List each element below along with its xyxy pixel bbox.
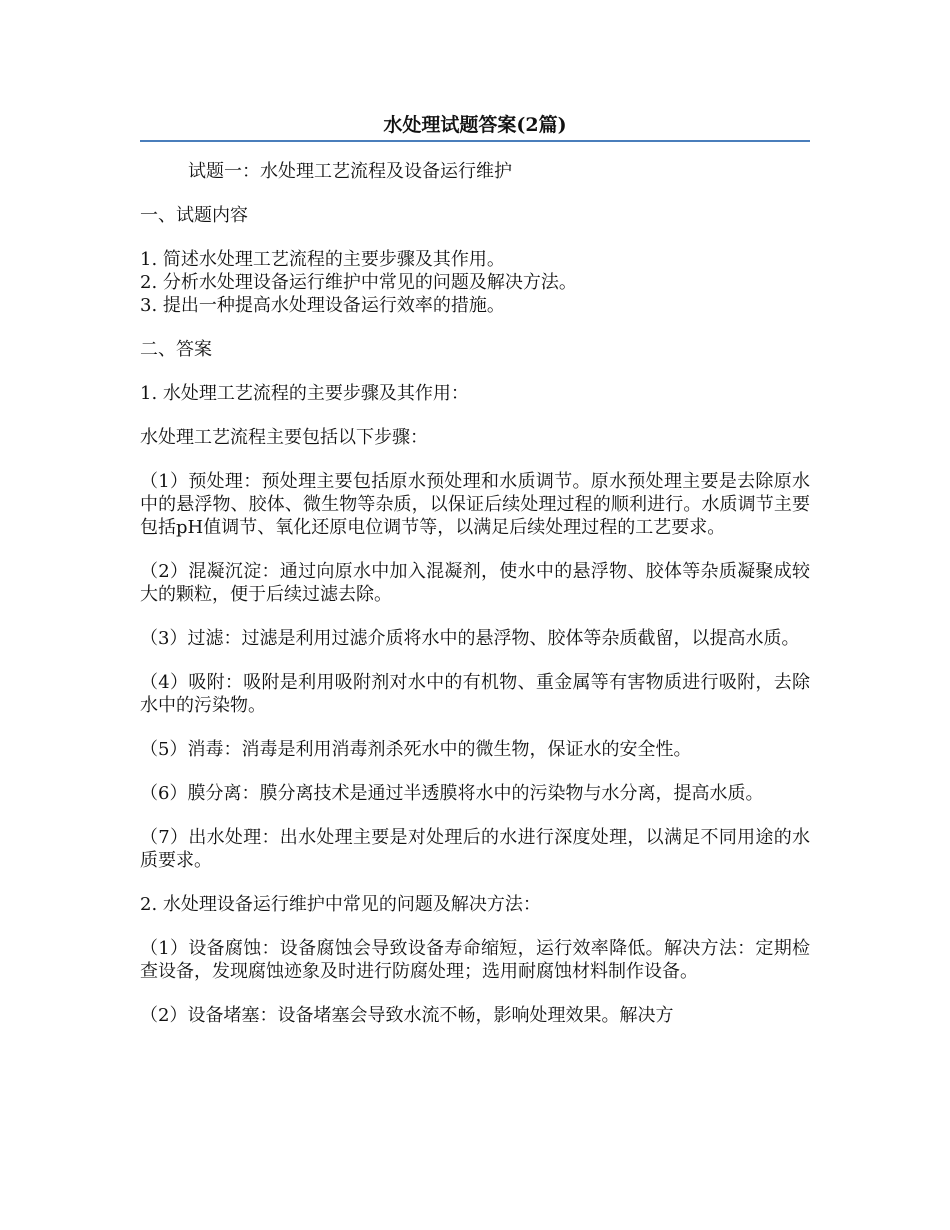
question-item: 3. 提出一种提高水处理设备运行效率的措施。 xyxy=(140,295,505,316)
process-step: （1）预处理：预处理主要包括原水预处理和水质调节。原水预处理主要是去除原水中的悬浮物、胶体、微生物等杂质，以保证后续处理过程的顺利进行。水质调节主要包括pH值调节、氧化还原电位调节等，以满足后续处理过程的工艺要求。 xyxy=(140,471,810,538)
section-heading-answers: 二、答案 xyxy=(140,339,212,360)
process-step: （2）混凝沉淀：通过向原水中加入混凝剂，使水中的悬浮物、胶体等杂质凝聚成较大的颗粒，便于后续过滤去除。 xyxy=(140,561,810,605)
document-body xyxy=(140,160,810,1048)
title-underline xyxy=(140,140,810,142)
exam-subtitle: 试题一：水处理工艺流程及设备运行维护 xyxy=(188,161,512,182)
answer-heading: 1. 水处理工艺流程的主要步骤及其作用： xyxy=(140,383,469,404)
answer-intro: 水处理工艺流程主要包括以下步骤： xyxy=(140,427,428,448)
section-heading-content: 一、试题内容 xyxy=(140,205,248,226)
process-step: （6）膜分离：膜分离技术是通过半透膜将水中的污染物与水分离，提高水质。 xyxy=(140,783,764,804)
process-step: （3）过滤：过滤是利用过滤介质将水中的悬浮物、胶体等杂质截留，以提高水质。 xyxy=(140,628,800,649)
question-list xyxy=(140,248,810,317)
question-item: 2. 分析水处理设备运行维护中常见的问题及解决方法。 xyxy=(140,272,577,293)
problem-item: （1）设备腐蚀：设备腐蚀会导致设备寿命缩短，运行效率降低。解决方法：定期检查设备，发现腐蚀迹象及时进行防腐处理；选用耐腐蚀材料制作设备。 xyxy=(140,938,810,982)
document-title: 水处理试题答案(2篇) xyxy=(383,114,567,136)
process-step: （5）消毒：消毒是利用消毒剂杀死水中的微生物，保证水的安全性。 xyxy=(140,739,692,760)
problem-item: （2）设备堵塞：设备堵塞会导致水流不畅，影响处理效果。解决方 xyxy=(140,1005,674,1026)
answer-heading: 2. 水处理设备运行维护中常见的问题及解决方法： xyxy=(140,894,541,915)
process-step: （7）出水处理：出水处理主要是对处理后的水进行深度处理，以满足不同用途的水质要求。 xyxy=(140,827,810,871)
question-item: 1. 简述水处理工艺流程的主要步骤及其作用。 xyxy=(140,249,505,270)
process-step: （4）吸附：吸附是利用吸附剂对水中的有机物、重金属等有害物质进行吸附，去除水中的污染物。 xyxy=(140,672,810,716)
